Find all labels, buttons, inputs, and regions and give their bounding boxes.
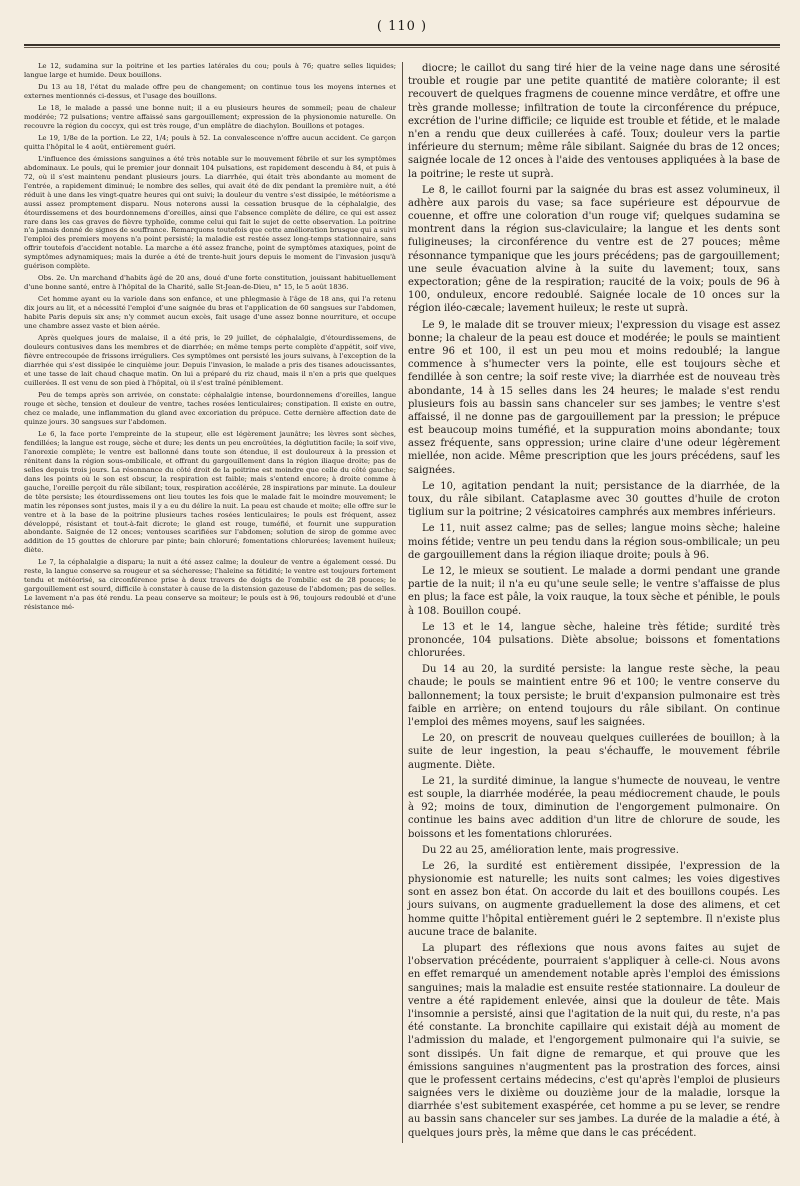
paragraph: Après quelques jours de malaise, il a été pris, le 29 juillet, de céphalalgie, d'étourdissemens, de douleurs contusives dans les membres et de diarrhée; en même temps perte complète d'appétit, soif vive, fièvre entrecoupée de frissons irréguliers. Ces symptômes ont persisté les jours suivans, à l'exception de la diarrhée qui s'est dissipée le cinquième jour. Depuis l'invasion, le malade a pris des tisanes adoucissantes, et une tasse de lait chaud chaque matin. On lui a préparé du riz chaud, mais il n'en a pris que quelques cuillerées. Il est venu de son pied à l'hôpital, où il s'est traîné péniblement. bbox=[24, 334, 396, 387]
paragraph: Le 18, le malade a passé une bonne nuit; il a eu plusieurs heures de sommeil; peau de chaleur modérée; 72 pulsations; ventre affaissé sans gargouillement; expression de la physionomie naturelle. On recouvre la région du coccyx, qui est très rouge, d'un emplâtre de diachylon. Bouillons et potages. bbox=[24, 103, 396, 130]
left-column bbox=[24, 62, 396, 1143]
text-columns bbox=[24, 62, 780, 1143]
paragraph: Du 13 au 18, l'état du malade offre peu de changement; on continue tous les moyens internes et externes mentionnés ci-dessus, et l'usage des bouillons. bbox=[24, 82, 396, 100]
paragraph: Le 12, le mieux se soutient. Le malade a dormi pendant une grande partie de la nuit; il n'a eu qu'une seule selle; le ventre s'affaisse de plus en plus; la face est pâle, la voix rauque, la toux sèche et pénible, le pouls à 108. Bouillon coupé. bbox=[408, 565, 780, 617]
paragraph: Du 22 au 25, amélioration lente, mais progressive. bbox=[422, 844, 679, 856]
paragraph: Le 13 et le 14, langue sèche, haleine très fétide; surdité très prononcée, 104 pulsations. Diète absolue; boissons et fomentations chlorurées. bbox=[408, 621, 780, 660]
right-column bbox=[408, 62, 780, 1143]
paragraph: Obs. 2e. Un marchand d'habits âgé de 20 ans, doué d'une forte constitution, jouissant habituellement d'une bonne santé, entre à l'hôpital de la Charité, salle St-Jean-de-Dieu, n° 15, le 5 août 1836. bbox=[24, 274, 396, 292]
paragraph: Le 8, le caillot fourni par la saignée du bras est assez volumineux, il adhère aux parois du vase; sa face supérieure est dépourvue de couenne, et offre une coloration d'un rouge vif; quelques sudamina se montrent dans la région sus-claviculaire; la langue et les dents sont fuligineuses; la circonférence du ventre est de 27 pouces; même résonnance tympanique que les jours précédens; pas de gargouillement; une seule évacuation alvine à la suite du lavement; toux, sans expectoration; gêne de la respiration; raucité de la voix; pouls de 96 à 100, onduleux, encore redoublé. Saignée locale de 10 onces sur la région iléo-cæcale; lavement huileux; le reste ut suprà. bbox=[408, 184, 780, 315]
paragraph: Le 11, nuit assez calme; pas de selles; langue moins sèche; haleine moins fétide; ventre un peu tendu dans la région sous-ombilicale; un peu de gargouillement dans la région iliaque droite; pouls à 96. bbox=[408, 523, 780, 561]
paragraph: Du 14 au 20, la surdité persiste: la langue reste sèche, la peau chaude; le pouls se maintient entre 96 et 100; le ventre conserve du ballonnement; la toux persiste; le bruit d'expansion pulmonaire est très faible en arrière; on entend toujours du râle sibilant. On continue l'emploi des mêmes moyens, sauf les saignées. bbox=[408, 664, 780, 728]
paragraph: Le 10, agitation pendant la nuit; persistance de la diarrhée, de la toux, du râle sibilant. Cataplasme avec 30 gouttes d'huile de croton tiglium sur la poitrine; 2 vésicatoires camphrés aux membres inférieurs. bbox=[408, 480, 780, 519]
column-divider bbox=[402, 62, 403, 1143]
paragraph: Le 26, la surdité est entièrement dissipée, l'expression de la physionomie est naturelle; les nuits sont calmes; les voies digestives sont en assez bon état. On accorde du lait et des bouillons coupés. Les jours suivans, on augmente graduellement la dose des alimens, et cet homme quitte l'hôpital entièrement guéri le 2 septembre. Il n'existe plus aucune trace de balanite. bbox=[408, 860, 780, 938]
paragraph: Le 21, la surdité diminue, la langue s'humecte de nouveau, le ventre est souple, la diarrhée modérée, la peau médiocrement chaude, le pouls à 92; moins de toux, diminution de l'engorgement pulmonaire. On continue les bains avec addition d'un litre de chlorure de soude, les boissons et les fomentations chlorurées. bbox=[408, 775, 780, 840]
paragraph: Le 9, le malade dit se trouver mieux; l'expression du visage est assez bonne; la chaleur de la peau est douce et modérée; le pouls se maintient entre 96 et 100, il est un peu mou et moins redoublé; la langue commence à s'humecter vers la pointe, elle est toujours sèche et fendillée à son centre; la soif reste vive; la diarrhée est de nouveau très abondante, 14 à 15 selles dans les 24 heures; le malade s'est rendu plusieurs fois au bassin sans chanceler sur ses jambes; le ventre s'est affaissé, il ne donne pas de gargouillement par la pression; le prépuce est beaucoup moins tuméfié, et la suppuration moins abondante; toux assez fréquente, sans oppression; urine claire d'une odeur légèrement miellée, non acide. Même prescription que les jours précédens, sauf les saignées. bbox=[408, 319, 780, 476]
paragraph: Le 6, la face porte l'empreinte de la stupeur, elle est légèrement jaunâtre; les lèvres sont sèches, fendillées; la langue est rouge, sèche et dure; les dents un peu encroûtées, la déglutition facile; la soif vive, l'anorexie complète; le ventre est ballonné dans toute son étendue, il est douloureux à la pression et rénitent dans la région sous-ombilicale, et offrant du gargouillement dans la région iliaque droite; pas de selles depuis trois jours. La résonnance du côté droit de la poitrine est moindre que celle du côté gauche; dans les points où le son est obscur, la respiration est faible; mais s'entend encore; à droite comme à gauche, l'oreille perçoit du râle sibilant; toux, respiration accélérée, 28 inspirations par minute. La douleur de tête persiste; les étourdissemens ont lieu toutes les fois que le malade fait le moindre mouvement; le matin les réponses sont justes, mais il y a eu du délire la nuit. La peau est chaude et moite; elle offre sur le ventre et à la base de la poitrine plusieurs taches rosées lenticulaires; le pouls est fréquent, assez développé, résistant et tout-à-fait dicrote; le gland est rouge, tuméfié, et fournit une suppuration abondante. Saignée de 12 onces; ventouses scarifiées sur l'abdomen; solution de sirop de gomme avec addition de 15 gouttes de chlorure par pinte; bain chloruré; fomentations chlorurées; lavement huileux; diète. bbox=[24, 429, 396, 555]
paragraph: Peu de temps après son arrivée, on constate: céphalalgie intense, bourdonnemens d'oreilles, langue rouge et sèche, tension et douleur de ventre, taches rosées lenticulaires; constipation. Il existe en outre, chez ce malade, une inflammation du gland avec excoriation du prépuce. Cette dernière affection date de quinze jours. 30 sangsues sur l'abdomen. bbox=[24, 390, 396, 426]
paragraph: Le 20, on prescrit de nouveau quelques cuillerées de bouillon; à la suite de leur ingestion, la peau s'échauffe, le mouvement fébrile augmente. Diète. bbox=[408, 733, 780, 771]
paragraph: Le 7, la céphalalgie a disparu; la nuit a été assez calme; la douleur de ventre a également cessé. Du reste, la langue conserve sa rougeur et sa sécheresse; l'haleine sa fétidité; le ventre est toujours fortement tendu et météorisé, sa circonférence prise à deux travers de doigts de l'ombilic est de 28 pouces; le gargouillement est sourd, difficile à constater à cause de la distension gazeuse de l'abdomen; pas de selles. Le lavement n'a pas été rendu. La peau conserve sa moiteur; le pouls est à 96, toujours redoublé et d'une résistance mé- bbox=[24, 558, 396, 612]
paragraph: Le 12, sudamina sur la poitrine et les parties latérales du cou; pouls à 76; quatre selles liquides; langue large et humide. Deux bouillons. bbox=[24, 62, 396, 79]
page-number: ( 110 ) bbox=[376, 19, 428, 34]
paragraph: La plupart des réflexions que nous avons faites au sujet de l'observation précédente, pourraient s'appliquer à celle-ci. Nous avons en effet remarqué un amendement notable après l'emploi des émissions sanguines; mais la maladie est ensuite restée stationnaire. La douleur de ventre a été rapidement enlevée, ainsi que la douleur de tête. Mais l'insomnie a persisté, ainsi que l'agitation de la nuit qui, du reste, n'a pas été constante. La bronchite capillaire qui existait déjà au moment de l'admission du malade, et l'engorgement pulmonaire qui l'a suivie, se sont dissipés. Un fait digne de remarque, et qui prouve que les émissions sanguines n'augmentent pas la prostration des forces, ainsi que le professent certains médecins, c'est qu'après l'emploi de plusieurs saignées vers le dixième ou douzième jour de la maladie, lorsque la diarrhée s'est subitement exaspérée, cet homme a pu se lever, se rendre au bassin sans chanceler sur ses jambes. La durée de la maladie a été, à quelques jours près, la même que dans le cas précédent. bbox=[408, 943, 780, 1139]
paragraph: Cet homme ayant eu la variole dans son enfance, et une phlegmasie à l'âge de 18 ans, qui l'a retenu dix jours au lit, et a nécessité l'emploi d'une saignée du bras et l'application de 60 sangsues sur l'abdomen, habite Paris depuis six ans; n'y commet aucun excès, fait usage d'une assez bonne nourriture, et occupe une chambre assez vaste et bien aérée. bbox=[24, 295, 396, 331]
paragraph: diocre; le caillot du sang tiré hier de la veine nage dans une sérosité trouble et rougie par une petite quantité de matière colorante; il est recouvert de quelques fragmens de couenne mince verdâtre, et offre une très grande mollesse; infiltration de toute la circonférence du prépuce, excrétion de l'urine difficile; ce liquide est trouble et fétide, et le malade n'en a rendu que deux cuillerées à café. Toux; douleur vers la partie inférieure du sternum; même râle sibilant. Saignée du bras de 12 onces; saignée locale de 12 onces à l'aide des ventouses appliquées à la base de la poitrine; le reste ut suprà. bbox=[408, 63, 780, 180]
header-rule bbox=[24, 44, 780, 48]
paragraph: Le 19, 1/8e de la portion. Le 22, 1/4; pouls à 52. La convalescence n'offre aucun accident. Ce garçon quitta l'hôpital le 4 août, entièrement guéri. bbox=[24, 133, 396, 151]
paragraph: L'influence des émissions sanguines a été très notable sur le mouvement fébrile et sur les symptômes abdominaux. Le pouls, qui le premier jour donnait 104 pulsations, est rapidement descendu à 84, et puis à 72, où il s'est maintenu pendant plusieurs jours. La diarrhée, qui était très abondante au moment de l'entrée, a rapidement diminué; le nombre des selles, qui avait été de dix pendant la première nuit, a été réduit à une dans les vingt-quatre heures qui ont suivi; la douleur du ventre s'est dissipée, le météorisme a aussi assez promptement disparu. Nous noterons aussi la cessation brusque de la céphalalgie, des étourdissemens et des bourdonnemens d'oreilles, ainsi que l'absence complète de délire, ce qui est assez rare dans les cas graves de fièvre typhoïde, comme celui qui fait le sujet de cette observation. La poitrine n'a jamais donné de signes de souffrance. Remarquons toutefois que cette amélioration brusque qui a suivi l'emploi des premiers moyens n'a point persisté; la maladie est restée assez long-temps stationnaire, sans offrir toutefois d'accident notable. La marche a été assez franche, point de symptômes ataxiques, point de symptômes adynamiques; mais la durée a été de trente-huit jours depuis le moment de l'invasion jusqu'à guérison complète. bbox=[24, 154, 396, 271]
